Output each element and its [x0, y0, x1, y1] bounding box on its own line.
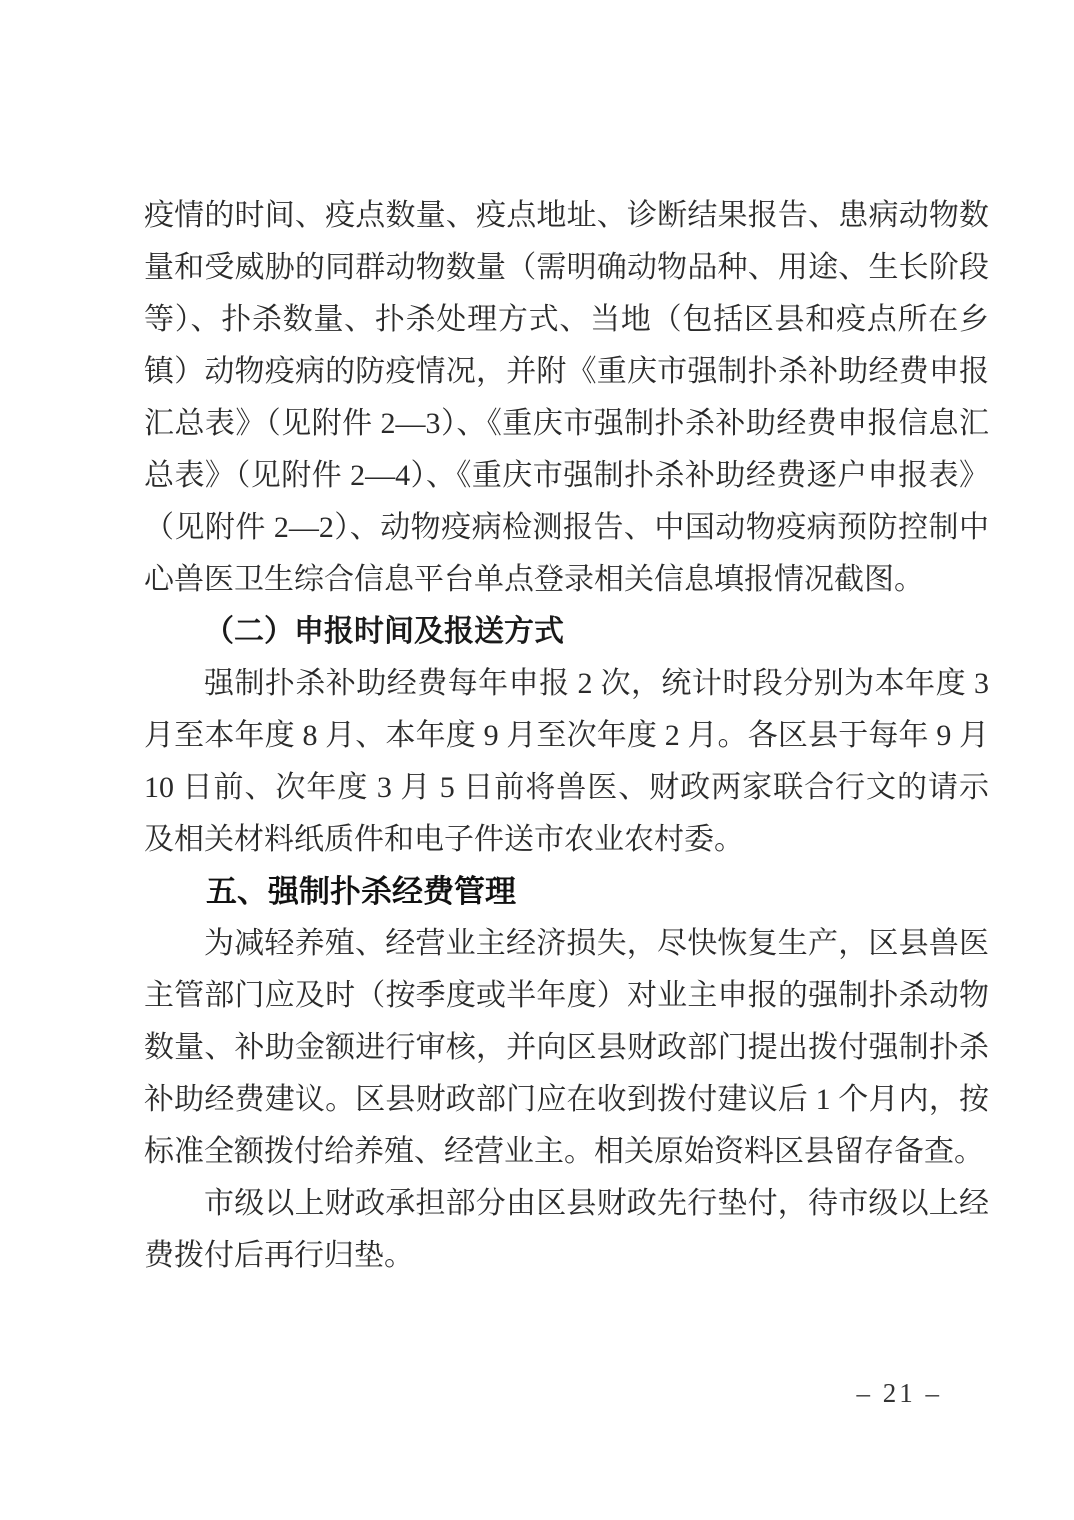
- page-number: – 21 –: [856, 1378, 942, 1408]
- document-body: [144, 190, 989, 1282]
- paragraph-fund-review: 为减轻养殖、经营业主经济损失，尽快恢复生产，区县兽医主管部门应及时（按季度或半年度）对业主申报的强制扑杀动物数量、补助金额进行审核，并向区县财政部门提出拨付强制扑杀补助经费建议。区县财政部门应在收到拨付建议后 1 个月内，按标准全额拨付给养殖、经营业主。相关原始资料区县留存备查。: [144, 927, 989, 1168]
- paragraph-continued: 疫情的时间、疫点数量、疫点地址、诊断结果报告、患病动物数量和受威胁的同群动物数量（需明确动物品种、用途、生长阶段等）、扑杀数量、扑杀处理方式、当地（包括区县和疫点所在乡镇）动物疫病的防疫情况，并附《重庆市强制扑杀补助经费申报汇总表》（见附件 2—3）、《重庆市强制扑杀补助经费申报信息汇总表》（见附件 2—4）、《重庆市强制扑杀补助经费逐户申报表》（见附件 2—2）、动物疫病检测报告、中国动物疫病预防控制中心兽医卫生综合信息平台单点登录相关信息填报情况截图。: [144, 199, 989, 596]
- paragraph-reporting-schedule: 强制扑杀补助经费每年申报 2 次，统计时段分别为本年度 3 月至本年度 8 月、本年度 9 月至次年度 2 月。各区县于每年 9 月 10 日前、次年度 3 月 5 日前将兽医、财政两家联合行文的请示及相关材料纸质件和电子件送市农业农村委。: [144, 667, 989, 856]
- section-heading-reporting-time: （二）申报时间及报送方式: [204, 615, 564, 648]
- section-heading-fund-management: 五、强制扑杀经费管理: [206, 874, 516, 909]
- paragraph-fund-advance: 市级以上财政承担部分由区县财政先行垫付，待市级以上经费拨付后再行归垫。: [144, 1187, 989, 1272]
